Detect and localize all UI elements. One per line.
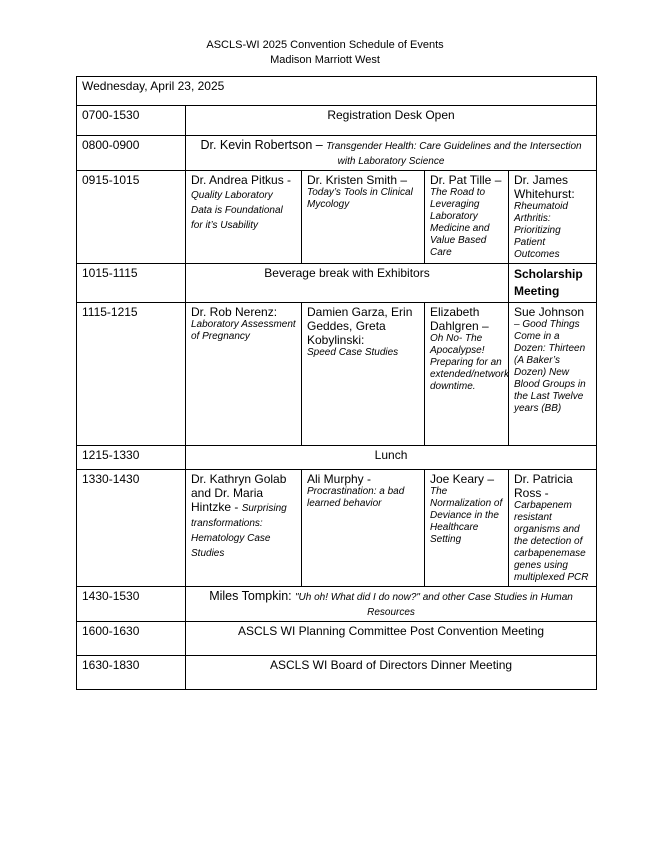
table-row (77, 446, 597, 470)
event-cell (186, 136, 597, 171)
session-title: The Road to Leveraging Laboratory Medicine and Value Based Care (430, 187, 490, 258)
speaker: Dr. Patricia Ross - (514, 472, 573, 500)
session-title: Today’s Tools in Clinical Mycology (307, 187, 413, 210)
session-title: Oh No- The Apocalypse! Preparing for an extended/network downtime. (430, 333, 509, 392)
speaker: Dr. Pat Tille – (430, 173, 502, 187)
speaker: Joe Keary – (430, 472, 495, 486)
session-cell (425, 470, 509, 587)
event-cell: Beverage break with Exhibitors (186, 264, 509, 303)
table-row (77, 136, 597, 171)
table-row (77, 587, 597, 622)
session-cell (302, 470, 425, 587)
session-title: The Normalization of Deviance in the Healthcare Setting (430, 486, 503, 545)
time-cell: 1630-1830 (77, 656, 186, 690)
page-header (0, 38, 650, 68)
page-title: ASCLS-WI 2025 Convention Schedule of Events (206, 39, 444, 51)
time-cell: 1600-1630 (77, 622, 186, 656)
session-title: Laboratory Assessment of Pregnancy (191, 319, 296, 342)
speaker: Dr. Kathryn Golab and Dr. Maria Hintzke (191, 472, 287, 514)
speaker: Miles Tompkin: (209, 589, 292, 603)
side-event-cell: Scholarship Meeting (509, 264, 597, 303)
session-title: Surprising transformations: Hematology Case Studies (191, 503, 287, 559)
event-cell: Lunch (186, 446, 597, 470)
time-cell: 0915-1015 (77, 171, 186, 264)
time-cell: 1430-1530 (77, 587, 186, 622)
speaker: Dr. Kristen Smith – (307, 173, 408, 187)
session-title: Rheumatoid Arthritis: Prioritizing Patient Outcomes (514, 201, 568, 260)
session-cell (186, 303, 302, 446)
session-title: Quality Laboratory Data is Foundational for it’s Usability (191, 190, 283, 231)
speaker: Dr. Kevin Robertson – (200, 138, 323, 152)
table-row (77, 656, 597, 690)
table-row (77, 106, 597, 136)
session-cell (509, 470, 597, 587)
time-cell: 0700-1530 (77, 106, 186, 136)
session-cell (425, 303, 509, 446)
time-cell: 0800-0900 (77, 136, 186, 171)
session-cell (302, 171, 425, 264)
speaker: Dr. Andrea Pitkus (191, 173, 284, 187)
speaker: Sue Johnson (514, 305, 585, 319)
session-cell (425, 171, 509, 264)
event-cell (186, 587, 597, 622)
separator: - (283, 173, 292, 187)
speaker: Dr. James Whitehurst: (514, 173, 575, 201)
table-row (77, 622, 597, 656)
time-cell: 1215-1330 (77, 446, 186, 470)
venue: Madison Marriott West (270, 54, 380, 66)
session-cell (186, 171, 302, 264)
session-title: Speed Case Studies (307, 347, 399, 358)
speaker: Dr. Rob Nerenz: (191, 305, 278, 319)
event-cell: Registration Desk Open (186, 106, 597, 136)
separator: - (231, 500, 242, 514)
speaker: Ali Murphy - (307, 472, 372, 486)
table-row (77, 77, 597, 106)
session-title: – Good Things Come in a Dozen: Thirteen (A Baker’s Dozen) New Blood Groups in the Last Twelve years (BB) (514, 319, 586, 414)
event-cell: ASCLS WI Board of Directors Dinner Meeting (186, 656, 597, 690)
speaker: Damien Garza, Erin Geddes, Greta Kobylinski: (307, 305, 413, 347)
time-cell: 1115-1215 (77, 303, 186, 446)
table-row (77, 264, 597, 303)
session-title: Transgender Health: Care Guidelines and the Intersection with Laboratory Science (326, 141, 582, 167)
event-cell: ASCLS WI Planning Committee Post Convention Meeting (186, 622, 597, 656)
time-cell: 1330-1430 (77, 470, 186, 587)
session-title: Carbapenem resistant organisms and the detection of carbapenemase genes using multiplexed PCR (514, 500, 589, 583)
table-row (77, 171, 597, 264)
session-cell (509, 303, 597, 446)
session-cell (186, 470, 302, 587)
session-cell (509, 171, 597, 264)
session-cell (302, 303, 425, 446)
day-heading: Wednesday, April 23, 2025 (77, 77, 597, 106)
speaker: Elizabeth Dahlgren – (430, 305, 489, 333)
table-row (77, 470, 597, 587)
session-title: "Uh oh! What did I do now?" and other Case Studies in Human Resources (295, 592, 573, 618)
schedule-table (76, 76, 597, 690)
time-cell: 1015-1115 (77, 264, 186, 303)
table-row (77, 303, 597, 446)
session-title: Procrastination: a bad learned behavior (307, 486, 405, 509)
